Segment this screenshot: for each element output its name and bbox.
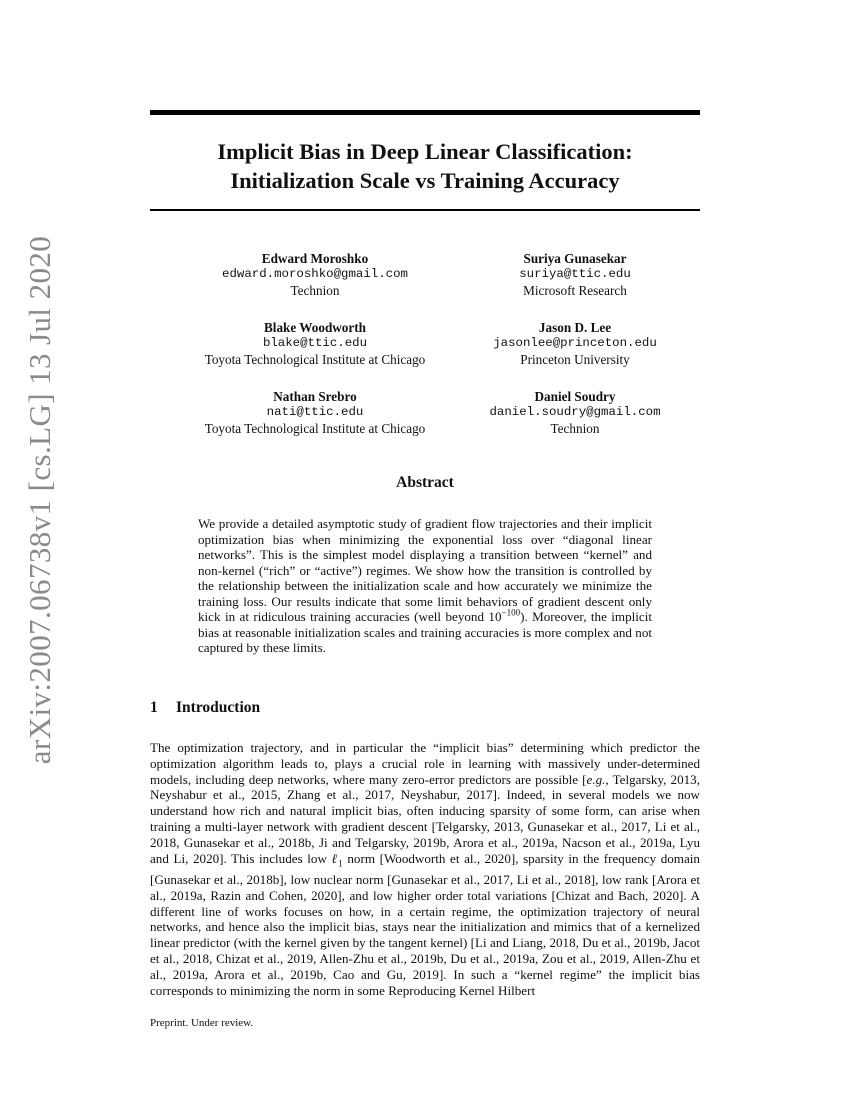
author-affiliation: Toyota Technological Institute at Chicago	[204, 420, 426, 436]
author-block	[440, 320, 710, 367]
author-block	[180, 320, 450, 367]
paragraph-text: The optimization trajectory, and in particular the “implicit bias” determining which predictor the optimization algorithm leads to, plays a crucial role in learning with massively under-determined models, including deep networks, where many zero-error predictors are possible [	[150, 740, 700, 787]
section-heading-introduction	[150, 699, 700, 717]
paragraph-emphasis: e.g.,	[586, 771, 609, 787]
abstract-exponent: −100	[501, 607, 521, 618]
author-block	[180, 251, 450, 298]
author-affiliation: Technion	[290, 282, 340, 298]
author-block	[440, 251, 710, 298]
paragraph-text: norm [Woodworth et al., 2020], sparsity in the frequency domain [Gunasekar et al., 2018b], low nuclear norm [Gunasekar et al., 2017, Li et al., 2018], low rank [Arora et al., 2019a, Razin and Cohen, 2020], and low higher order total variations [Chizat and Bach, 2020]. A different line of works focuses on how, in a certain regime, the optimization trajectory of neural networks, and hence also the implicit bias, stays near the initialization and mimics that of a kernelized linear predictor (with the kernel given by the tangent kernel) [Li and Liang, 2018, Du et al., 2019b, Jacot et al., 2018, Chizat et al., 2019, Allen-Zhu et al., 2019b, Du et al., 2019a, Zou et al., 2019, Allen-Zhu et al., 2019a, Arora et al., 2019b, Cao and Gu, 2019]. In such a “kernel regime” the implicit bias corresponds to minimizing the norm in some Reproducing Kernel Hilbert	[150, 850, 700, 998]
author-affiliation: Microsoft Research	[523, 282, 627, 298]
author-email: daniel.soudry@gmail.com	[489, 404, 661, 419]
author-name: Jason D. Lee	[538, 320, 612, 335]
introduction-paragraph	[150, 740, 700, 998]
arxiv-identifier-sidebar	[20, 235, 60, 765]
title-line-1: Implicit Bias in Deep Linear Classification:	[217, 139, 633, 164]
author-email: nati@ttic.edu	[266, 404, 364, 419]
author-affiliation: Technion	[550, 420, 600, 436]
abstract-text-part: ). Moreover, the implicit bias at reasonable initialization scales and training accuracies is more complex and not captured by these limits.	[198, 609, 653, 656]
abstract-heading: Abstract	[396, 474, 454, 491]
section-number: 1	[150, 699, 158, 716]
author-email: edward.moroshko@gmail.com	[222, 266, 408, 281]
preprint-footer: Preprint. Under review.	[150, 1017, 254, 1029]
author-block	[180, 389, 450, 436]
author-name: Nathan Srebro	[273, 389, 357, 404]
author-name: Daniel Soudry	[534, 389, 616, 404]
ell-one-subscript: 1	[338, 858, 343, 869]
ell-one-symbol: ℓ	[331, 850, 339, 866]
title-top-rule	[150, 110, 700, 115]
author-name: Edward Moroshko	[261, 251, 369, 266]
author-name: Blake Woodworth	[264, 320, 366, 335]
author-block	[440, 389, 710, 436]
title-bottom-rule	[150, 209, 700, 211]
abstract-text-part: We provide a detailed asymptotic study of gradient flow trajectories and their implicit optimization bias when minimizing the exponential loss over “diagonal linear networks”. This is the simplest model displaying a transition between “kernel” and non-kernel (“rich” or “active”) regimes. We show how the transition is controlled by the relationship between the initialization scale and how accurately we minimize the training loss. Our results indicate that some limit behaviors of gradient descent only kick in at ridiculous training accuracies (well beyond 10	[198, 516, 652, 625]
author-email: suriya@ttic.edu	[519, 266, 631, 281]
author-affiliation: Toyota Technological Institute at Chicago	[204, 351, 426, 367]
paper-title	[150, 137, 700, 195]
section-title: Introduction	[176, 699, 261, 716]
author-affiliation: Princeton University	[520, 351, 630, 367]
abstract-text	[198, 516, 652, 656]
paragraph-text: Telgarsky, 2013, Neyshabur et al., 2015, Zhang et al., 2017, Neyshabur, 2017]. Indeed, in several models we now understand how rich and natural implicit bias, often inducing sparsity of some form, can arise when training a multi-layer network with gradient descent [Telgarsky, 2013, Gunasekar et al., 2017, Li et al., 2018, Gunasekar et al., 2018b, Ji and Telgarsky, 2019b, Arora et al., 2019a, Nacson et al., 2019a, Lyu and Li, 2020]. This includes low	[150, 771, 700, 866]
title-line-2: Initialization Scale vs Training Accuracy	[230, 168, 620, 193]
author-name: Suriya Gunasekar	[523, 251, 627, 266]
author-email: blake@ttic.edu	[262, 335, 368, 350]
author-email: jasonlee@princeton.edu	[493, 335, 657, 350]
arxiv-identifier: arXiv:2007.06738v1 [cs.LG] 13 Jul 2020	[22, 235, 57, 765]
